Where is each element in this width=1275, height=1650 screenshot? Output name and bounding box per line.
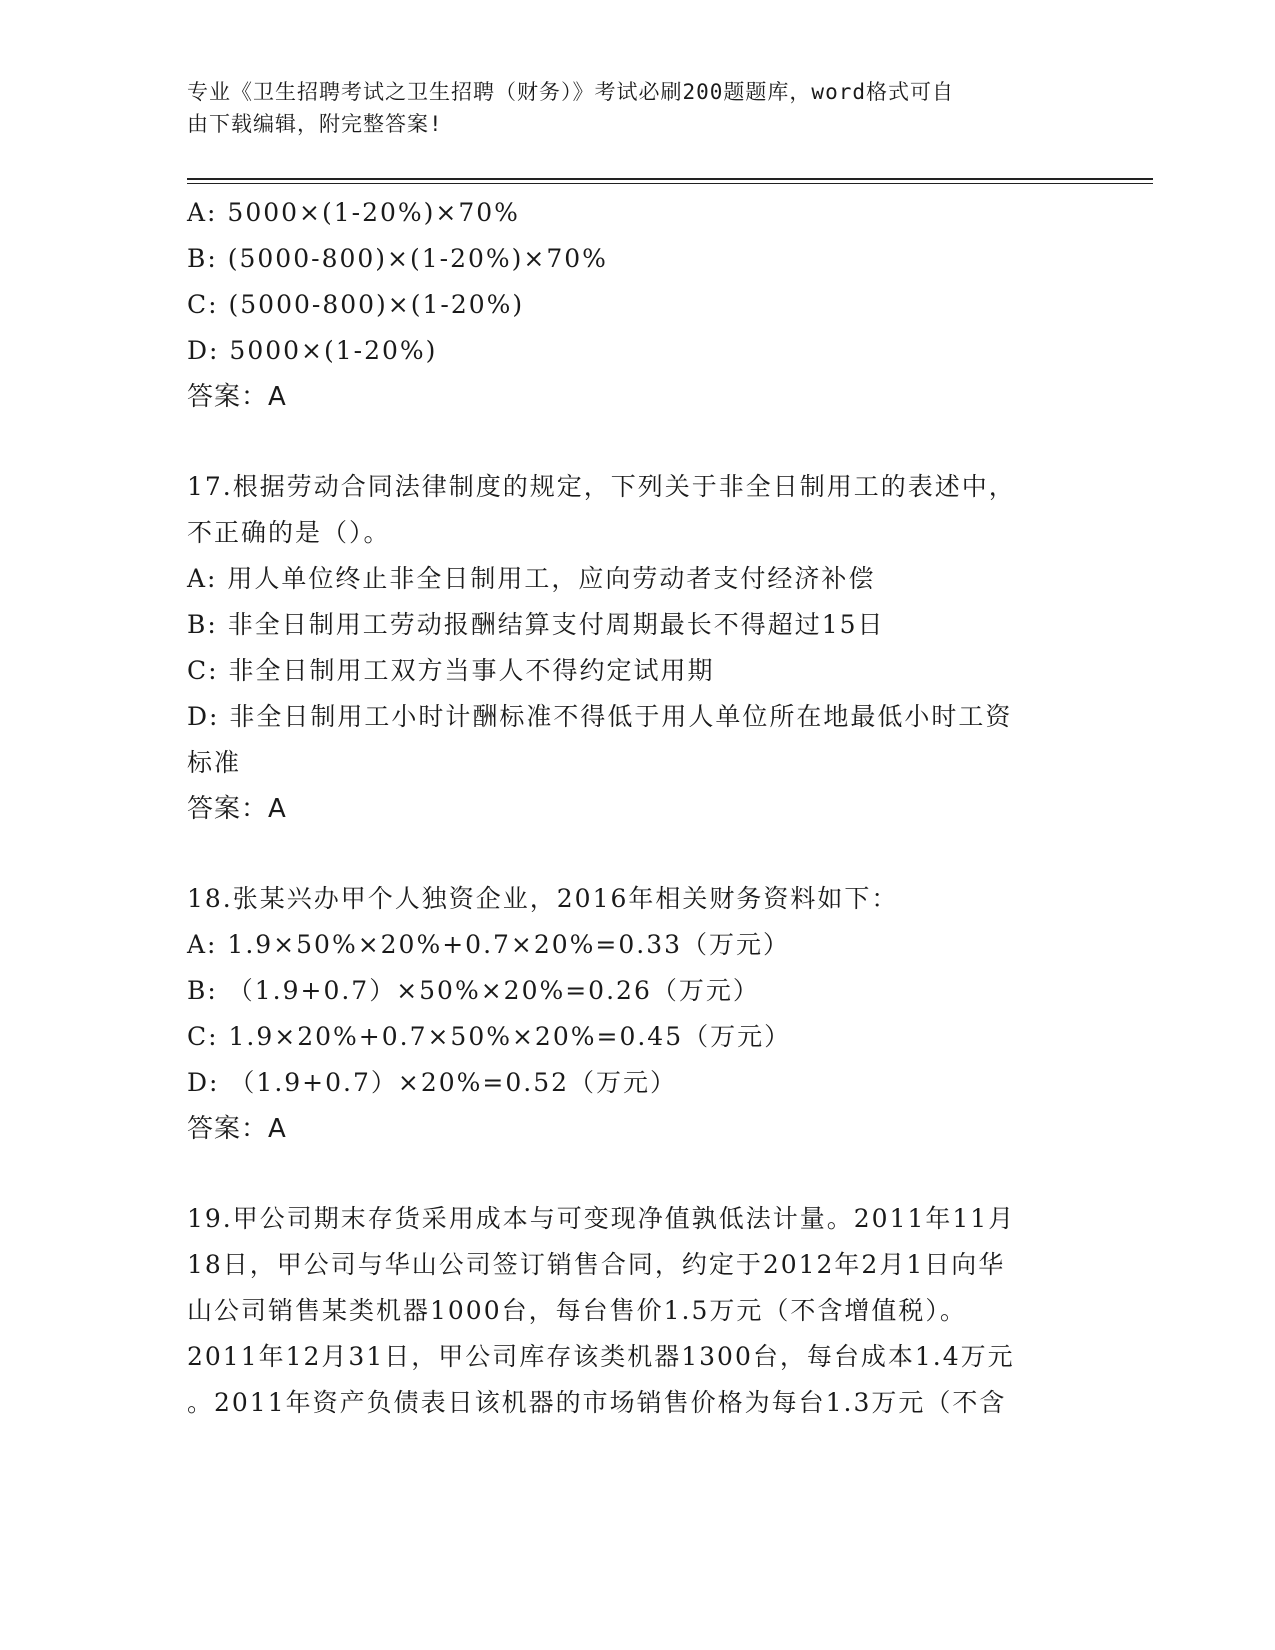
question-stem-line-1: 19.甲公司期末存货采用成本与可变现净值孰低法计量。2011年11月: [187, 1204, 1016, 1233]
question-stem-line-2: 不正确的是（）。: [187, 518, 391, 547]
question-stem-line-5: 。2011年资产负债表日该机器的市场销售价格为每台1.3万元（不含: [187, 1388, 1007, 1417]
option-b: B: (5000-800)×(1-20%)×70%: [187, 244, 608, 273]
option-d: D: 非全日制用工小时计酬标准不得低于用人单位所在地最低小时工资: [187, 702, 1013, 731]
answer: 答案：A: [187, 794, 287, 824]
question-stem-line-3: 山公司销售某类机器1000台，每台售价1.5万元（不含增值税）。: [187, 1296, 967, 1325]
question-16: [187, 190, 1087, 420]
spacer: [187, 1152, 1087, 1196]
question-17: [187, 464, 1087, 832]
question-stem-line-1: 17.根据劳动合同法律制度的规定，下列关于非全日制用工的表述中，: [187, 472, 1016, 501]
document-body: [187, 190, 1087, 1426]
option-c: C: 1.9×20%+0.7×50%×20%=0.45（万元）: [187, 1022, 792, 1051]
spacer: [187, 832, 1087, 876]
question-stem-line-2: 18日，甲公司与华山公司签订销售合同，约定于2012年2月1日向华: [187, 1250, 1006, 1279]
option-a: A: 5000×(1-20%)×70%: [187, 198, 520, 227]
question-19: [187, 1196, 1087, 1426]
header-line-2: 由下载编辑，附完整答案!: [187, 112, 443, 136]
question-stem-line-4: 2011年12月31日，甲公司库存该类机器1300台，每台成本1.4万元: [187, 1342, 1015, 1371]
option-b: B: （1.9+0.7）×50%×20%=0.26（万元）: [187, 976, 760, 1005]
header-line-1: 专业《卫生招聘考试之卫生招聘（财务）》考试必刷200题题库，word格式可自: [187, 80, 954, 104]
header-divider-thick: [187, 178, 1153, 180]
header-divider-thin: [187, 183, 1153, 184]
option-a: A: 1.9×50%×20%+0.7×20%=0.33（万元）: [187, 930, 791, 959]
option-d: D: 5000×(1-20%): [187, 336, 438, 365]
spacer: [187, 420, 1087, 464]
option-c: C: (5000-800)×(1-20%): [187, 290, 525, 319]
option-a: A: 用人单位终止非全日制用工，应向劳动者支付经济补偿: [187, 564, 876, 593]
option-b: B: 非全日制用工劳动报酬结算支付周期最长不得超过15日: [187, 610, 885, 639]
option-c: C: 非全日制用工双方当事人不得约定试用期: [187, 656, 715, 685]
answer: 答案：A: [187, 382, 287, 412]
answer: 答案：A: [187, 1114, 287, 1144]
question-18: [187, 876, 1087, 1152]
question-stem-line-1: 18.张某兴办甲个人独资企业，2016年相关财务资料如下：: [187, 884, 899, 913]
option-d-continued: 标准: [187, 748, 242, 777]
option-d: D: （1.9+0.7）×20%=0.52（万元）: [187, 1068, 678, 1097]
document-header: [187, 76, 1067, 140]
